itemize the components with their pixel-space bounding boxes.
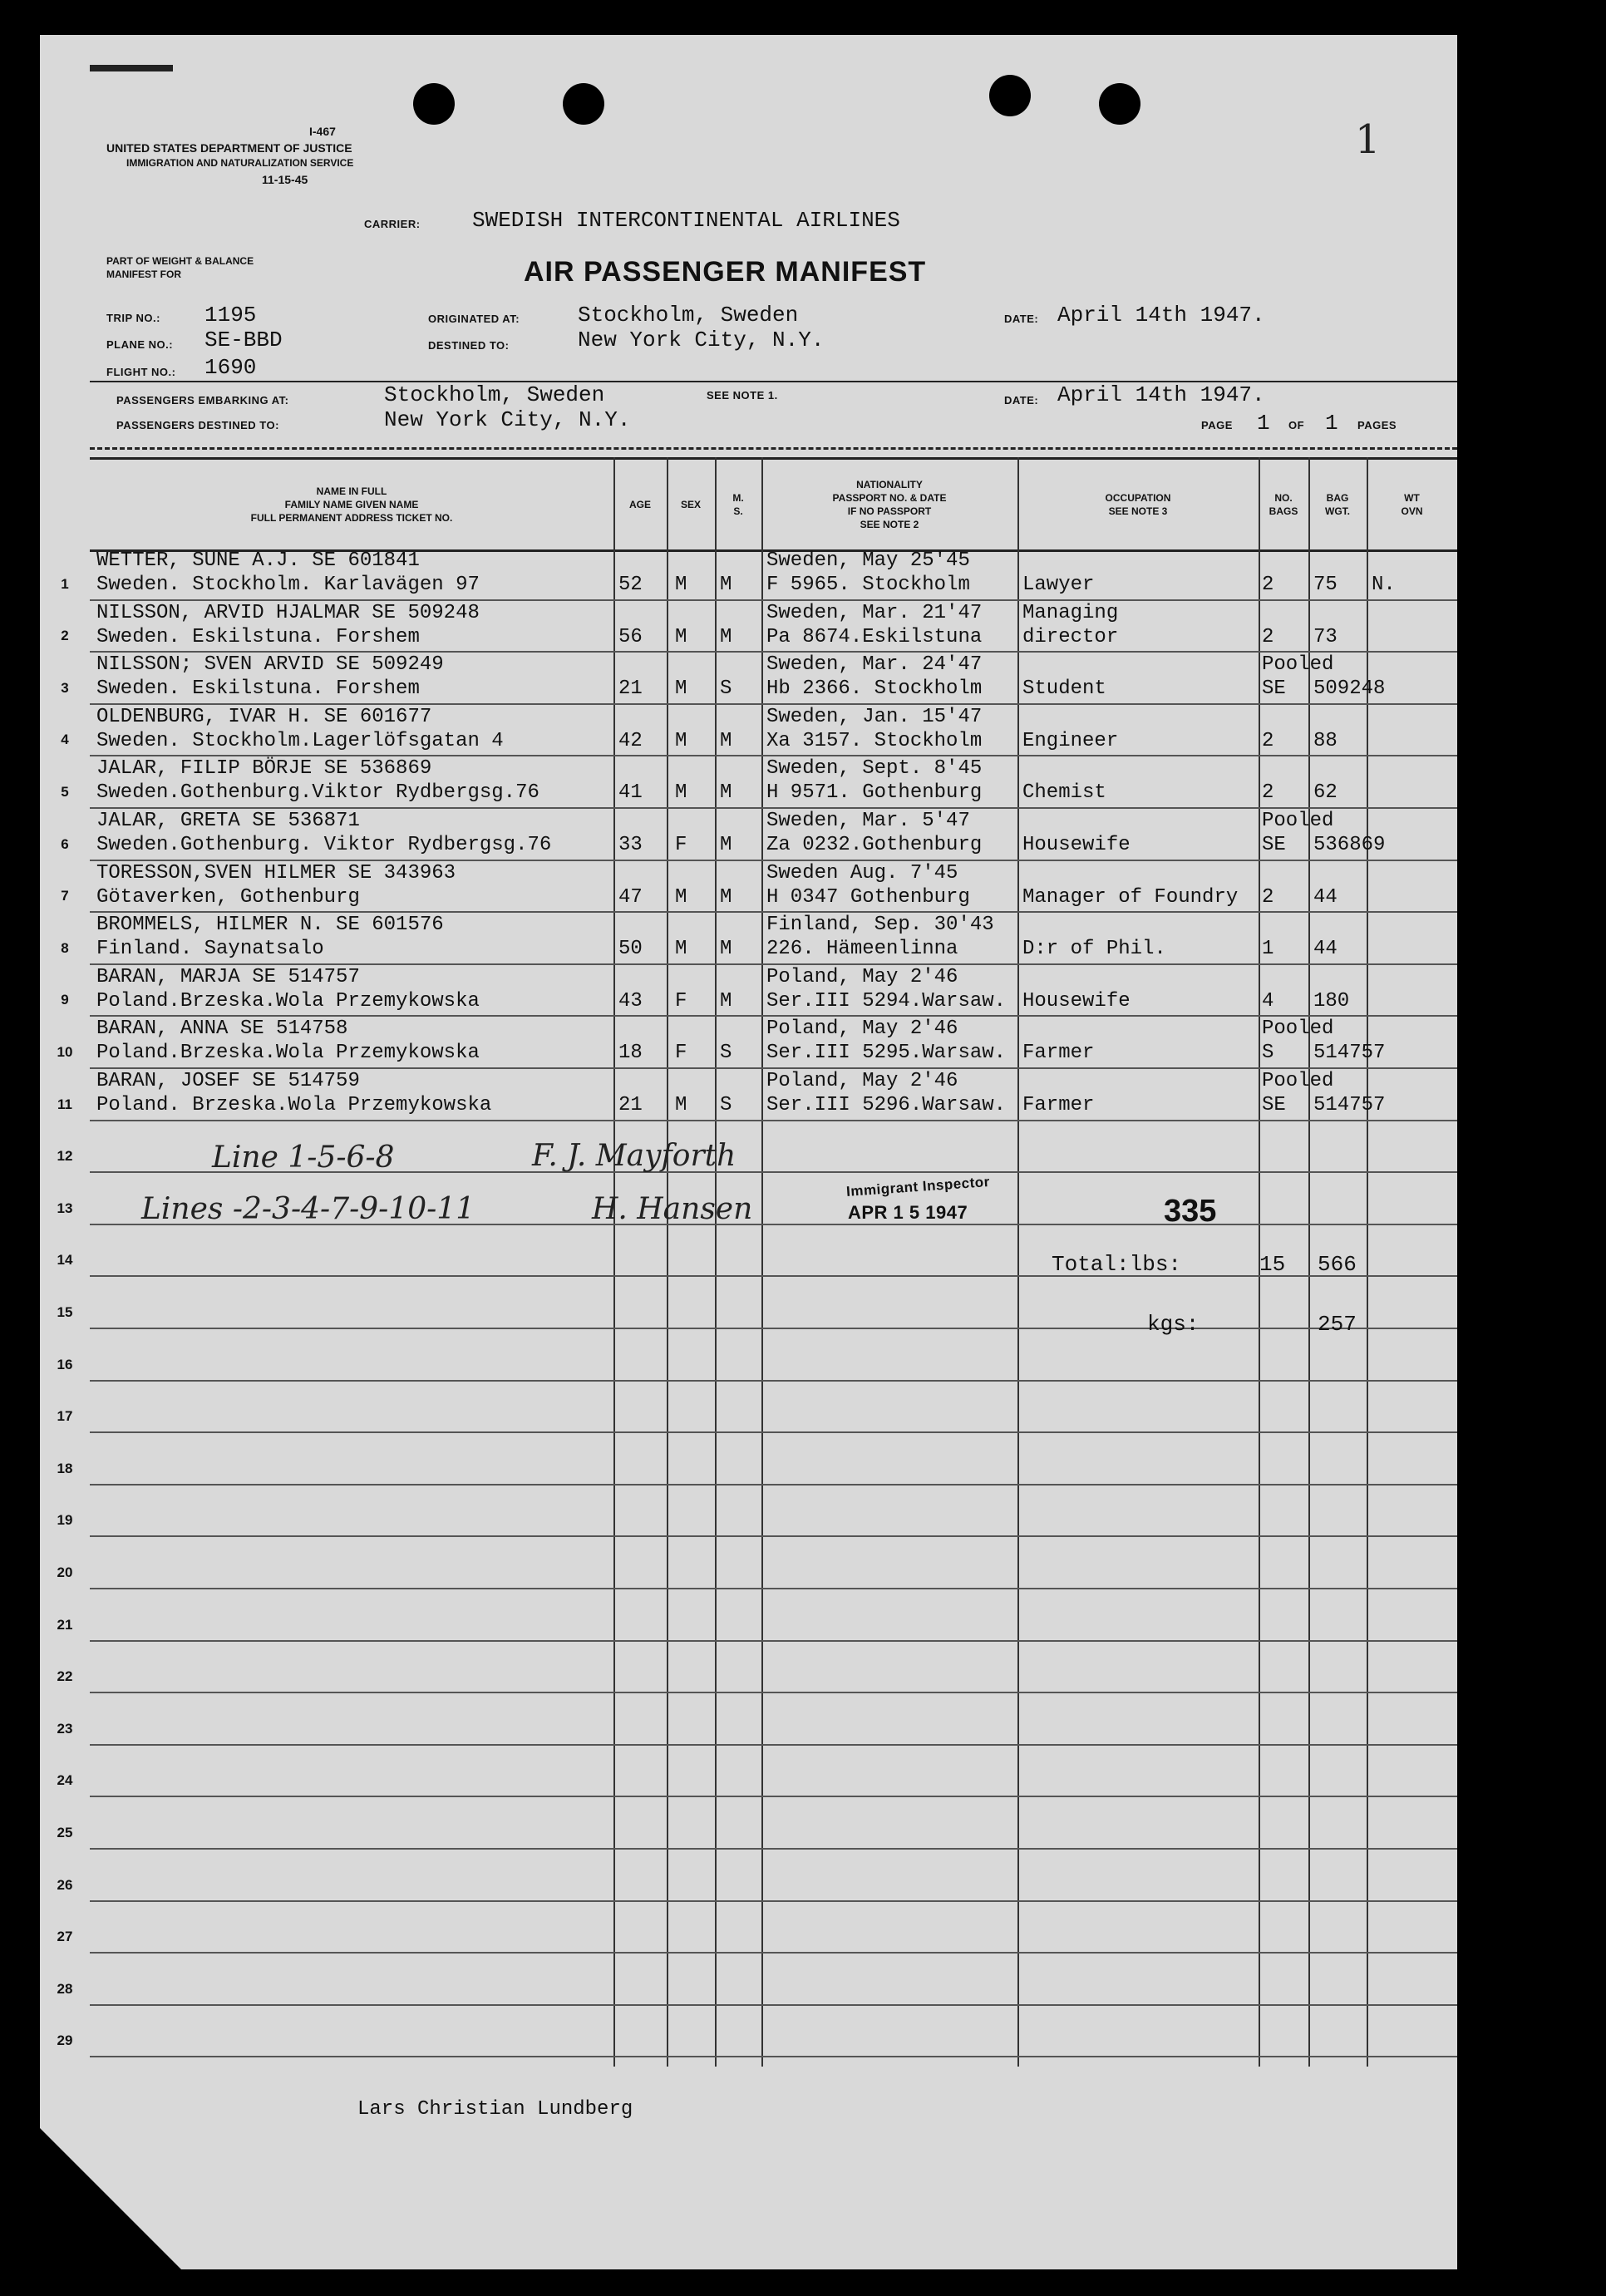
col-divider (715, 457, 717, 2067)
row-number: 12 (57, 1148, 73, 1165)
col-ms-header-line1: M. (732, 492, 744, 504)
footer-signature: Lars Christian Lundberg (357, 2098, 633, 2121)
passenger-occupation: Farmer (1022, 1042, 1095, 1065)
row-number: 20 (57, 1564, 73, 1580)
passenger-occupation: Housewife (1022, 989, 1131, 1013)
bag-count: 1 (1262, 938, 1274, 961)
handwritten-line13: Lines -2-3-4-7-9-10-11 (141, 1192, 475, 1226)
passenger-age: 56 (618, 625, 643, 648)
of-label: OF (1288, 419, 1305, 431)
originated-value: Stockholm, Sweden (578, 303, 799, 328)
passenger-passport: Ser.III 5296.Warsaw. (766, 1094, 1007, 1116)
passenger-name: JALAR, FILIP BÖRJE SE 536869 (96, 757, 432, 781)
passenger-sex: M (675, 574, 687, 596)
passenger-marital: S (720, 1042, 732, 1065)
col-sex-header: SEX (680, 499, 701, 510)
bag-weight: 514757 (1313, 1042, 1386, 1065)
row-number: 21 (57, 1616, 73, 1633)
bag-weight: 180 (1313, 989, 1350, 1013)
row-divider (90, 1275, 1457, 1277)
passenger-address: Sweden. Stockholm.Lagerlöfsgatan 4 (96, 729, 504, 752)
passenger-name: BARAN, MARJA SE 514757 (96, 965, 360, 988)
row-number: 9 (61, 992, 69, 1008)
bags-note: Pooled (1262, 1070, 1334, 1092)
row-number: 27 (57, 1929, 73, 1945)
row-divider (90, 1431, 1457, 1433)
passenger-marital: M (720, 781, 732, 805)
passenger-address: Sweden. Stockholm. Karlavägen 97 (96, 574, 480, 596)
row-number: 5 (61, 784, 69, 800)
passenger-sex: F (675, 1042, 687, 1065)
date2-label: DATE: (1004, 394, 1039, 406)
passenger-nationality: Poland, May 2'46 (766, 1017, 958, 1041)
total-bags: 15 (1259, 1252, 1286, 1277)
total-label: Total:lbs: (1052, 1252, 1182, 1277)
weight-ovn: N. (1372, 574, 1396, 596)
passenger-occupation: D:r of Phil. (1022, 938, 1166, 961)
passenger-marital: M (720, 885, 732, 909)
weight-note-line2: MANIFEST FOR (106, 269, 181, 280)
passenger-name: BROMMELS, HILMER N. SE 601576 (96, 914, 444, 937)
row-number: 28 (57, 1980, 73, 1997)
col-bagwgt-header (1308, 460, 1367, 549)
plane-value: SE-BBD (204, 328, 283, 352)
form-number: I-467 (309, 125, 336, 138)
col-name-header-line1: NAME IN FULL (316, 485, 387, 497)
row-divider (90, 1535, 1457, 1537)
col-bags-header-line1: NO. (1274, 492, 1293, 504)
punch-hole (1099, 83, 1140, 125)
inspector-stamp-label: Immigrant Inspector (845, 1173, 991, 1200)
col-bags-header-line2: BAGS (1269, 505, 1298, 517)
manifest-title: AIR PASSENGER MANIFEST (524, 256, 927, 288)
passenger-occupation: Engineer (1022, 729, 1119, 752)
col-name-header (90, 460, 613, 549)
passenger-occupation: director (1022, 625, 1119, 648)
row-divider (90, 1744, 1457, 1746)
dashed-divider (90, 447, 1457, 450)
carrier-value: SWEDISH INTERCONTINENTAL AIRLINES (472, 208, 900, 233)
row-number: 11 (57, 1096, 72, 1112)
bag-weight: 509248 (1313, 677, 1386, 701)
passenger-name: NILSSON, ARVID HJALMAR SE 509248 (96, 601, 480, 624)
flight-value: 1690 (204, 355, 257, 380)
inspector-signature-2: H. Hansen (592, 1192, 753, 1226)
passenger-passport: H 0347 Gothenburg (766, 885, 970, 909)
row-number: 15 (57, 1304, 73, 1320)
passenger-marital: M (720, 729, 732, 752)
page-mark: 1 (1355, 116, 1381, 163)
row-divider (90, 1640, 1457, 1642)
passenger-occupation: Student (1022, 677, 1106, 701)
agency-line2: IMMIGRATION AND NATURALIZATION SERVICE (126, 157, 354, 169)
passenger-age: 50 (618, 938, 643, 961)
passenger-marital: M (720, 938, 732, 961)
flight-label: FLIGHT NO.: (106, 366, 176, 378)
row-divider (90, 1380, 1457, 1382)
passenger-age: 21 (618, 677, 643, 701)
row-number: 8 (61, 939, 69, 956)
col-name-header-line3: FULL PERMANENT ADDRESS TICKET NO. (250, 512, 453, 524)
col-bagwgt-header-line2: WGT. (1325, 505, 1350, 517)
passenger-sex: M (675, 625, 687, 648)
passenger-passport: Hb 2366. Stockholm (766, 677, 983, 701)
bag-count: 2 (1262, 885, 1274, 909)
bag-count: 2 (1262, 574, 1274, 596)
col-wt-header-line1: WT (1404, 492, 1420, 504)
passenger-address: Poland.Brzeska.Wola Przemykowska (96, 1042, 480, 1065)
passenger-nationality: Sweden, Mar. 21'47 (766, 601, 983, 624)
row-number: 3 (61, 679, 69, 696)
passenger-passport: Xa 3157. Stockholm (766, 729, 983, 752)
passenger-age: 18 (618, 1042, 643, 1065)
passenger-passport: 226. Hämeenlinna (766, 938, 958, 961)
passenger-nationality: Sweden, Mar. 5'47 (766, 810, 970, 832)
pages-label: PAGES (1357, 419, 1397, 431)
passenger-occupation: Manager of Foundry (1022, 885, 1239, 909)
passenger-address: Sweden. Eskilstuna. Forshem (96, 625, 420, 648)
date-value: April 14th 1947. (1057, 303, 1265, 328)
bags-note: Pooled (1262, 1017, 1334, 1041)
passenger-table (57, 457, 1457, 2067)
passenger-passport: F 5965. Stockholm (766, 574, 970, 596)
bag-count: S (1262, 1042, 1274, 1065)
passenger-passport: Ser.III 5295.Warsaw. (766, 1042, 1007, 1065)
passenger-sex: F (675, 989, 687, 1013)
table-header (90, 457, 1457, 552)
date-label: DATE: (1004, 313, 1039, 325)
row-number: 16 (57, 1356, 73, 1372)
inspector-stamp-date: APR 1 5 1947 (848, 1202, 968, 1223)
bag-count: SE (1262, 1094, 1286, 1116)
form-edition: 11-15-45 (262, 173, 308, 186)
row-divider (90, 1484, 1457, 1486)
row-number: 25 (57, 1825, 73, 1840)
passenger-address: Sweden.Gothenburg. Viktor Rydbergsg.76 (96, 834, 552, 856)
row-number: 7 (61, 888, 69, 904)
col-divider (613, 457, 615, 2067)
agency-line1: UNITED STATES DEPARTMENT OF JUSTICE (106, 141, 352, 155)
kgs-label: kgs: (1147, 1312, 1200, 1337)
passenger-marital: S (720, 677, 732, 701)
passenger-sex: M (675, 1094, 687, 1116)
page-number: 1 (1257, 411, 1270, 436)
passenger-passport: Pa 8674.Eskilstuna (766, 625, 983, 648)
col-age-header: AGE (628, 499, 651, 510)
row-number: 13 (57, 1200, 73, 1216)
bag-count: 4 (1262, 989, 1274, 1013)
embarking-value: Stockholm, Sweden (384, 382, 605, 407)
bag-count: 2 (1262, 781, 1274, 805)
row-divider (90, 1900, 1457, 1902)
col-nationality-header-line2: PASSPORT NO. & DATE (832, 492, 947, 504)
passenger-address: Götaverken, Gothenburg (96, 885, 360, 909)
passenger-occupation: Farmer (1022, 1094, 1095, 1116)
embarking-label: PASSENGERS EMBARKING AT: (116, 394, 289, 406)
handwritten-line12: Line 1-5-6-8 (212, 1141, 395, 1175)
passenger-age: 43 (618, 989, 643, 1013)
row-number: 14 (57, 1252, 73, 1269)
passenger-age: 42 (618, 729, 643, 752)
row-divider (90, 1796, 1457, 1797)
page-count: 1 (1325, 411, 1338, 436)
total-lbs: 566 (1318, 1252, 1357, 1277)
row-divider (90, 2004, 1457, 2006)
passenger-sex: M (675, 729, 687, 752)
bag-weight: 44 (1313, 938, 1338, 961)
carrier-label: CARRIER: (364, 218, 421, 230)
col-nationality-header-line3: IF NO PASSPORT (847, 505, 932, 517)
passenger-marital: M (720, 834, 732, 856)
passenger-age: 33 (618, 834, 643, 856)
col-divider (761, 457, 763, 2067)
bag-weight: 536869 (1313, 834, 1386, 856)
passenger-address: Poland.Brzeska.Wola Przemykowska (96, 989, 480, 1013)
trip-label: TRIP NO.: (106, 312, 160, 324)
passenger-marital: M (720, 625, 732, 648)
row-divider (90, 1120, 1457, 1121)
passenger-passport: Ser.III 5294.Warsaw. (766, 989, 1007, 1013)
bag-weight: 75 (1313, 574, 1338, 596)
page-label: PAGE (1201, 419, 1233, 431)
passenger-nationality: Sweden Aug. 7'45 (766, 861, 958, 884)
passenger-name: BARAN, JOSEF SE 514759 (96, 1070, 360, 1092)
col-divider (1017, 457, 1019, 2067)
destined-value: New York City, N.Y. (578, 328, 825, 352)
passenger-name: BARAN, ANNA SE 514758 (96, 1017, 348, 1041)
passenger-nationality: Finland, Sep. 30'43 (766, 914, 994, 937)
row-divider (90, 2056, 1457, 2057)
passenger-address: Sweden.Gothenburg.Viktor Rydbergsg.76 (96, 781, 539, 805)
passenger-address: Finland. Saynatsalo (96, 938, 324, 961)
bag-count: SE (1262, 834, 1286, 856)
bag-weight: 62 (1313, 781, 1338, 805)
passenger-sex: F (675, 834, 687, 856)
passenger-sex: M (675, 885, 687, 909)
row-number: 4 (61, 732, 69, 748)
passenger-sex: M (675, 938, 687, 961)
passenger-sex: M (675, 781, 687, 805)
passenger-name: JALAR, GRETA SE 536871 (96, 810, 360, 832)
row-number: 23 (57, 1720, 73, 1737)
col-name-header-line2: FAMILY NAME GIVEN NAME (284, 499, 419, 510)
row-number: 19 (57, 1512, 73, 1529)
col-ms-header (715, 460, 761, 549)
row-number: 26 (57, 1876, 73, 1893)
passenger-age: 52 (618, 574, 643, 596)
bags-note: Pooled (1262, 653, 1334, 677)
col-divider (1308, 457, 1310, 2067)
col-wt-header-line2: OVN (1401, 505, 1423, 517)
bag-count: SE (1262, 677, 1286, 701)
row-divider (90, 1848, 1457, 1850)
row-divider (90, 1588, 1457, 1589)
passenger-nationality: Poland, May 2'46 (766, 1070, 958, 1092)
bag-weight: 44 (1313, 885, 1338, 909)
row-number: 29 (57, 2032, 73, 2049)
col-bags-header (1259, 460, 1308, 549)
punch-hole (413, 83, 455, 125)
row-divider (90, 1328, 1457, 1329)
passenger-age: 41 (618, 781, 643, 805)
col-divider (667, 457, 668, 2067)
row-number: 17 (57, 1408, 73, 1425)
see-note-1: SEE NOTE 1. (707, 389, 778, 402)
col-nationality-header (761, 460, 1017, 549)
row-number: 6 (61, 835, 69, 852)
passenger-marital: S (720, 1094, 732, 1116)
passenger-age: 47 (618, 885, 643, 909)
col-wt-header (1367, 460, 1457, 549)
passenger-occupation: Housewife (1022, 834, 1131, 856)
passenger-name: OLDENBURG, IVAR H. SE 601677 (96, 705, 432, 728)
bag-weight: 88 (1313, 729, 1338, 752)
row-number: 22 (57, 1668, 73, 1685)
passenger-marital: M (720, 989, 732, 1013)
col-occupation-header (1017, 460, 1259, 549)
col-bagwgt-header-line1: BAG (1326, 492, 1349, 504)
passenger-nationality: Poland, May 2'46 (766, 965, 958, 988)
row-number: 18 (57, 1460, 73, 1476)
date2-value: April 14th 1947. (1057, 382, 1265, 407)
plane-label: PLANE NO.: (106, 338, 174, 351)
destined-label: DESTINED TO: (428, 339, 510, 352)
total-kgs: 257 (1318, 1312, 1357, 1337)
trip-value: 1195 (204, 303, 257, 328)
passenger-occupation: Lawyer (1022, 574, 1095, 596)
originated-label: ORIGINATED AT: (428, 313, 520, 325)
passenger-occupation-line1: Managing (1022, 601, 1119, 624)
passenger-name: WETTER, SUNE A.J. SE 601841 (96, 549, 420, 572)
passenger-sex: M (675, 677, 687, 701)
passenger-address: Poland. Brzeska.Wola Przemykowska (96, 1094, 492, 1116)
folded-corner (40, 2128, 181, 2269)
passengers-destined-label: PASSENGERS DESTINED TO: (116, 419, 279, 431)
bag-count: 2 (1262, 625, 1274, 648)
punch-hole (989, 75, 1031, 116)
passenger-age: 21 (618, 1094, 643, 1116)
subtotal-335: 335 (1164, 1194, 1217, 1229)
passenger-nationality: Sweden, Sept. 8'45 (766, 757, 983, 781)
col-occupation-header-line2: SEE NOTE 3 (1108, 505, 1168, 517)
weight-note-line1: PART OF WEIGHT & BALANCE (106, 255, 254, 267)
row-divider (90, 1692, 1457, 1693)
col-ms-header-line2: S. (733, 505, 743, 517)
punch-hole (563, 83, 604, 125)
row-number: 24 (57, 1772, 73, 1789)
bag-weight: 73 (1313, 625, 1338, 648)
row-divider (90, 1952, 1457, 1954)
row-number: 2 (61, 628, 69, 644)
passenger-name: NILSSON; SVEN ARVID SE 509249 (96, 653, 444, 677)
passenger-address: Sweden. Eskilstuna. Forshem (96, 677, 420, 701)
header-mark (90, 65, 173, 71)
row-number: 1 (61, 575, 69, 592)
col-nationality-header-line1: NATIONALITY (856, 479, 923, 490)
passenger-passport: H 9571. Gothenburg (766, 781, 983, 805)
passenger-marital: M (720, 574, 732, 596)
col-nationality-header-line4: SEE NOTE 2 (860, 519, 919, 530)
bag-weight: 514757 (1313, 1094, 1386, 1116)
inspector-signature-1: F. J. Mayforth (532, 1139, 736, 1173)
row-number: 10 (57, 1044, 73, 1060)
passenger-occupation: Chemist (1022, 781, 1106, 805)
passenger-nationality: Sweden, Jan. 15'47 (766, 705, 983, 728)
col-occupation-header-line1: OCCUPATION (1105, 492, 1171, 504)
bag-count: 2 (1262, 729, 1274, 752)
passenger-nationality: Sweden, Mar. 24'47 (766, 653, 983, 677)
passenger-passport: Za 0232.Gothenburg (766, 834, 983, 856)
passenger-name: TORESSON,SVEN HILMER SE 343963 (96, 861, 456, 884)
passengers-destined-value: New York City, N.Y. (384, 407, 631, 432)
bags-note: Pooled (1262, 810, 1334, 832)
passenger-nationality: Sweden, May 25'45 (766, 549, 970, 572)
